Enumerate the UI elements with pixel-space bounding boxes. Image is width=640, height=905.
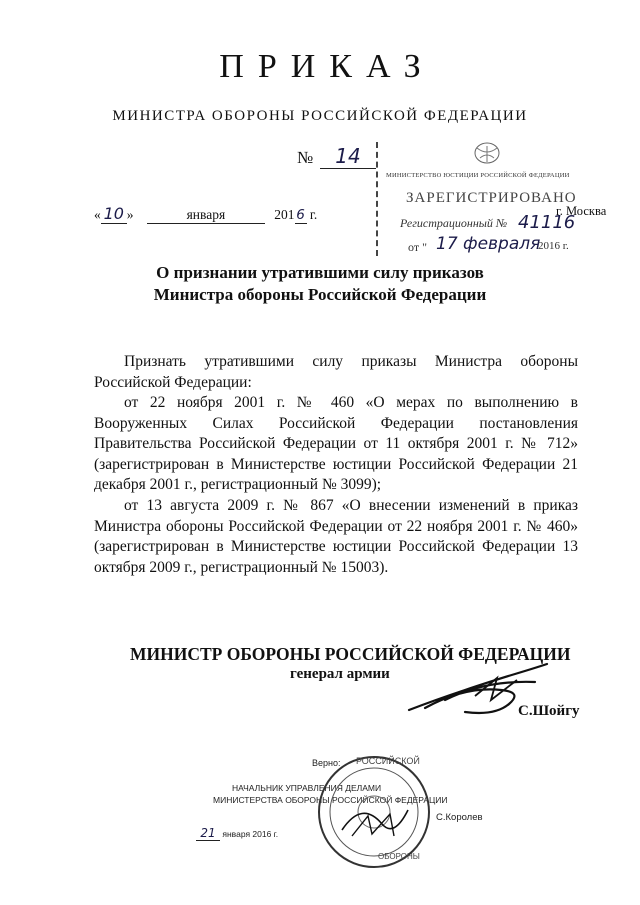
cert-signatory-name: С.Королев (436, 812, 483, 823)
body-paragraph-3: от 13 августа 2009 г. № 867 «О внесении изменений в приказ Министра обороны Российской Федерации от 22 ноября 2001 г. № 460» (зарегистрирован в Министерстве юстиции Российской Федерации 13 октября 2009 г., регистрационный № 15003). (94, 497, 578, 576)
date-year-digit: 6 (296, 207, 305, 223)
order-date (94, 204, 317, 224)
registration-stamp (376, 142, 600, 256)
document-title-prikaz: ПРИКАЗ (219, 48, 435, 85)
stamp-from-label: от " (408, 240, 427, 254)
signatory-name: С.Шойгу (518, 703, 580, 719)
date-quote-close: » (126, 207, 134, 222)
signatory-position: МИНИСТР ОБОРОНЫ РОССИЙСКОЙ ФЕДЕРАЦИИ (130, 644, 571, 664)
date-month: января (147, 207, 265, 224)
date-quote-open: « (94, 207, 101, 222)
cert-head-line-2: МИНИСТЕРСТВА ОБОРОНЫ РОССИЙСКОЙ ФЕДЕРАЦИИ (213, 795, 448, 805)
body-paragraph-2: от 22 ноября 2001 г. № 460 «О мерах по выполнению в Вооруженных Силах Российской Федерации постановления Правительства Российской Федерации от 11 октября 2001 г. № 712» (зарегистрирован в Министерстве юстиции Российской Федерации 21 декабря 2001 г., регистрационный № 3099); (94, 394, 578, 494)
order-number-label: № (297, 148, 314, 167)
subject-line-2: Министра обороны Российской Федерации (153, 285, 487, 304)
stamp-reg-number: 41116 (518, 212, 576, 233)
seal-text-bottom: ОБОРОНЫ (378, 852, 420, 861)
stamp-reg-year: 2016 г. (538, 240, 569, 252)
date-year-suffix: г. (309, 207, 318, 222)
cert-head-line-1: НАЧАЛЬНИК УПРАВЛЕНИЯ ДЕЛАМИ (232, 783, 382, 793)
seal-text-top: РОССИЙСКОЙ (356, 756, 420, 766)
stamp-status: ЗАРЕГИСТРИРОВАНО (406, 190, 577, 206)
official-round-seal-image (312, 750, 442, 875)
stamp-ministry: МИНИСТЕРСТВО ЮСТИЦИИ РОССИЙСКОЙ ФЕДЕРАЦИИ (386, 172, 570, 179)
date-year-prefix: 201 (274, 207, 295, 222)
signatory-rank: генерал армии (290, 666, 390, 682)
eagle-emblem-icon (470, 140, 504, 166)
cert-date (196, 826, 278, 841)
stamp-reg-date: 17 февраля (436, 234, 541, 254)
body-paragraph-1: Признать утратившими силу приказы Министра обороны Российской Федерации: (94, 353, 578, 391)
issuer-subtitle: МИНИСТРА ОБОРОНЫ РОССИЙСКОЙ ФЕДЕРАЦИИ (112, 108, 528, 124)
certified-label: Верно: (312, 758, 341, 768)
cert-date-day: 21 (196, 826, 220, 841)
city: г. Москва (556, 204, 607, 218)
date-day-handwritten: 10 (101, 204, 127, 224)
subject-line-1: О признании утратившими силу приказов (156, 263, 484, 282)
cert-date-rest: января 2016 г. (222, 829, 279, 839)
stamp-reg-label: Регистрационный № (400, 216, 508, 230)
order-number-handwritten: 14 (320, 144, 376, 169)
